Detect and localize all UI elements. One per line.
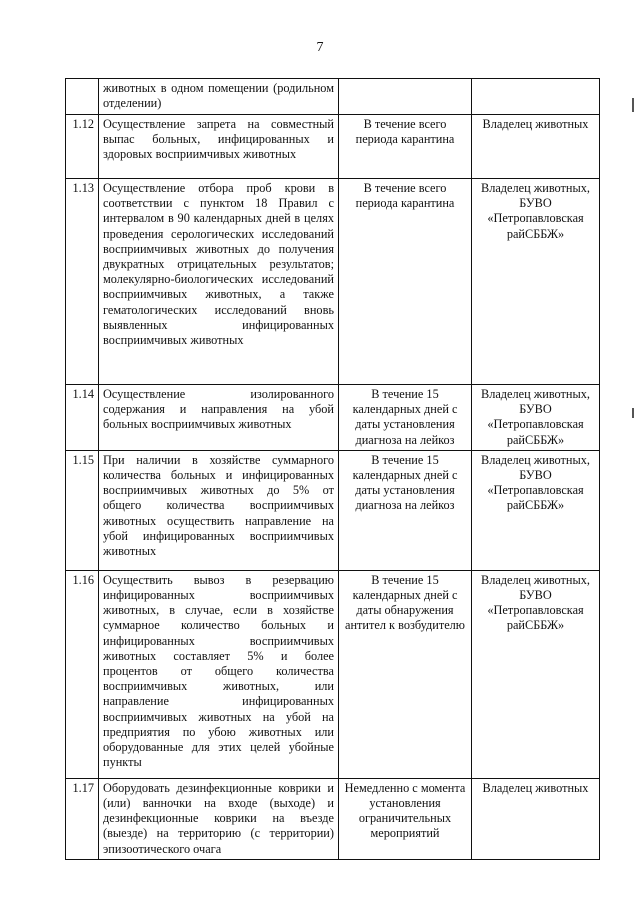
measure-responsible: Владелец животных, БУВО «Петропавловская райСББЖ»	[472, 179, 600, 385]
table-row	[66, 385, 600, 451]
measure-description: животных в одном помещении (родильном отделении)	[99, 79, 339, 115]
measure-term: В течение 15 календарных дней с даты обнаружения антител к возбудителю	[339, 570, 472, 778]
measure-description: Осуществить вывоз в резервацию инфицированных восприимчивых животных, в случае, если в хозяйстве суммарное количество больных и инфицированных восприимчивых животных составляет 5% и более процентов от общего количества восприимчивых животных, или направление инфицированных восприимчивых животных на убой на предприятия по убою животных или оборудованные для этих целей убойные пункты	[99, 570, 339, 778]
measure-responsible: Владелец животных, БУВО «Петропавловская райСББЖ»	[472, 385, 600, 451]
measure-responsible: Владелец животных	[472, 778, 600, 859]
scan-edge-mark	[632, 98, 634, 112]
measure-description: Осуществление запрета на совместный выпас больных, инфицированных и здоровых восприимчивых животных	[99, 115, 339, 179]
row-number: 1.13	[66, 179, 99, 385]
row-number	[66, 79, 99, 115]
measure-description: При наличии в хозяйстве суммарного количества больных и инфицированных восприимчивых животных до 5% от общего количества восприимчивых животных осуществить направление на убой инфицированных восприимчивых животных	[99, 450, 339, 570]
measure-term: Немедленно с момента установления ограничительных мероприятий	[339, 778, 472, 859]
table-row	[66, 778, 600, 859]
measure-description: Осуществление отбора проб крови в соответствии с пунктом 18 Правил с интервалом в 90 календарных дней в целях проведения серологических исследований восприимчивых животных до получения двукратных отрицательных результатов; молекулярно-биологических исследований восприимчивых животных, а также гематологических исследований вновь выявленных инфицированных восприимчивых животных	[99, 179, 339, 385]
table-row	[66, 450, 600, 570]
measure-term: В течение всего периода карантина	[339, 115, 472, 179]
row-number: 1.16	[66, 570, 99, 778]
measure-description: Осуществление изолированного содержания и направления на убой больных восприимчивых животных	[99, 385, 339, 451]
measure-term	[339, 79, 472, 115]
row-number: 1.17	[66, 778, 99, 859]
measure-term: В течение 15 календарных дней с даты установления диагноза на лейкоз	[339, 385, 472, 451]
table-row	[66, 570, 600, 778]
measure-term: В течение 15 календарных дней с даты установления диагноза на лейкоз	[339, 450, 472, 570]
table-row	[66, 179, 600, 385]
measures-table	[65, 78, 600, 860]
measure-responsible: Владелец животных, БУВО «Петропавловская райСББЖ»	[472, 570, 600, 778]
table-row	[66, 79, 600, 115]
measure-responsible	[472, 79, 600, 115]
scan-edge-mark	[632, 408, 634, 418]
page-number: 7	[316, 40, 324, 55]
row-number: 1.15	[66, 450, 99, 570]
measure-responsible: Владелец животных	[472, 115, 600, 179]
measure-responsible: Владелец животных, БУВО «Петропавловская райСББЖ»	[472, 450, 600, 570]
table-row	[66, 115, 600, 179]
row-number: 1.12	[66, 115, 99, 179]
row-number: 1.14	[66, 385, 99, 451]
measure-description: Оборудовать дезинфекционные коврики и (или) ванночки на входе (выходе) и дезинфекционные коврики на въезде (выезде) на территорию (с территории) эпизоотического очага	[99, 778, 339, 859]
measure-term: В течение всего периода карантина	[339, 179, 472, 385]
